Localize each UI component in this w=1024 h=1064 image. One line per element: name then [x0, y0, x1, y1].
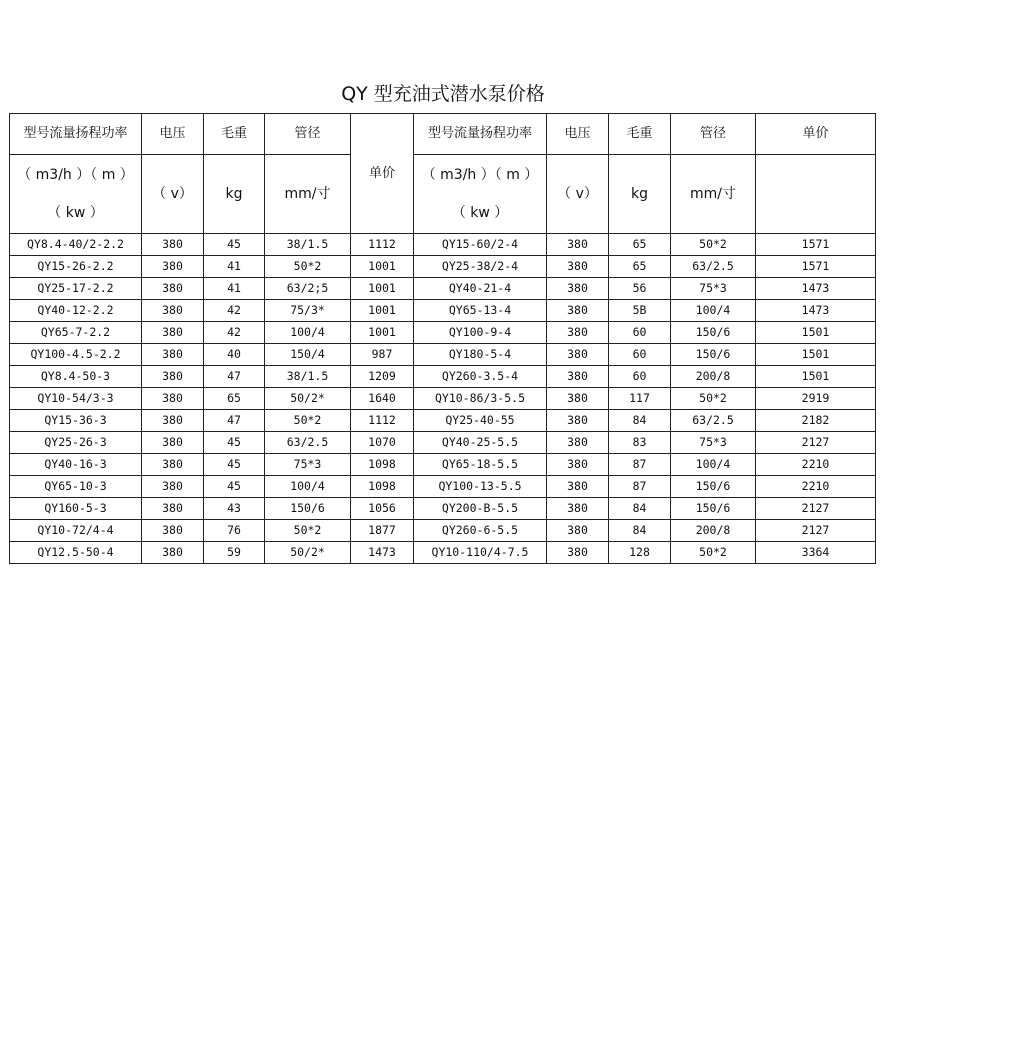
cell-pipe-2: 100/4: [671, 454, 756, 476]
cell-voltage-2: 380: [547, 234, 609, 256]
cell-voltage: 380: [142, 344, 204, 366]
cell-voltage-2: 380: [547, 322, 609, 344]
cell-model-2: QY25-38/2-4: [414, 256, 547, 278]
header-price-blank: [756, 155, 876, 234]
cell-voltage-2: 380: [547, 388, 609, 410]
cell-voltage-2: 380: [547, 454, 609, 476]
cell-weight-2: 84: [609, 410, 671, 432]
header-pipe-unit: mm/寸: [265, 155, 351, 234]
cell-model: QY15-26-2.2: [10, 256, 142, 278]
header-weight-unit: kg: [204, 155, 265, 234]
cell-model-2: QY40-25-5.5: [414, 432, 547, 454]
cell-model: QY10-72/4-4: [10, 520, 142, 542]
cell-voltage: 380: [142, 454, 204, 476]
cell-model-2: QY10-86/3-5.5: [414, 388, 547, 410]
cell-weight-2: 128: [609, 542, 671, 564]
cell-pipe-2: 50*2: [671, 542, 756, 564]
cell-weight-2: 84: [609, 520, 671, 542]
cell-voltage-2: 380: [547, 476, 609, 498]
cell-voltage-2: 380: [547, 498, 609, 520]
cell-model: QY40-16-3: [10, 454, 142, 476]
cell-pipe: 50/2*: [265, 388, 351, 410]
cell-weight: 45: [204, 234, 265, 256]
cell-model: QY65-7-2.2: [10, 322, 142, 344]
cell-price-2: 2127: [756, 520, 876, 542]
cell-price: 1640: [351, 388, 414, 410]
model-units-line1: （ m3/h ）（ m ）: [17, 167, 134, 183]
cell-model: QY15-36-3: [10, 410, 142, 432]
page-title: QY 型充油式潜水泵价格: [341, 83, 545, 105]
table-row: [10, 344, 876, 366]
cell-price-2: 3364: [756, 542, 876, 564]
header-voltage-unit: （ v）: [142, 155, 204, 234]
cell-pipe: 38/1.5: [265, 234, 351, 256]
cell-model: QY8.4-50-3: [10, 366, 142, 388]
cell-pipe: 100/4: [265, 476, 351, 498]
cell-weight: 42: [204, 300, 265, 322]
table-row: [10, 498, 876, 520]
cell-model: QY8.4-40/2-2.2: [10, 234, 142, 256]
cell-model: QY160-5-3: [10, 498, 142, 520]
cell-voltage-2: 380: [547, 300, 609, 322]
cell-pipe: 38/1.5: [265, 366, 351, 388]
cell-pipe-2: 150/6: [671, 344, 756, 366]
cell-pipe-2: 50*2: [671, 234, 756, 256]
cell-pipe: 50*2: [265, 410, 351, 432]
cell-weight: 43: [204, 498, 265, 520]
cell-price: 987: [351, 344, 414, 366]
cell-price-2: 2210: [756, 454, 876, 476]
cell-price: 1112: [351, 234, 414, 256]
cell-price-2: 2127: [756, 432, 876, 454]
cell-weight-2: 83: [609, 432, 671, 454]
cell-model-2: QY65-13-4: [414, 300, 547, 322]
model-units-line2: （ kw ）: [47, 205, 104, 221]
header-pipe-unit-2: mm/寸: [671, 155, 756, 234]
table-row: [10, 388, 876, 410]
cell-weight: 41: [204, 256, 265, 278]
header-voltage-unit-2: （ v）: [547, 155, 609, 234]
header-row-1: [10, 114, 876, 155]
cell-price-2: 1473: [756, 278, 876, 300]
header-pipe: 管径: [265, 114, 351, 155]
cell-pipe-2: 100/4: [671, 300, 756, 322]
cell-model-2: QY40-21-4: [414, 278, 547, 300]
cell-model-2: QY260-6-5.5: [414, 520, 547, 542]
cell-price: 1209: [351, 366, 414, 388]
table-row: [10, 542, 876, 564]
cell-voltage: 380: [142, 256, 204, 278]
cell-pipe: 63/2.5: [265, 432, 351, 454]
cell-weight: 59: [204, 542, 265, 564]
cell-price: 1877: [351, 520, 414, 542]
cell-voltage-2: 380: [547, 278, 609, 300]
cell-weight-2: 60: [609, 322, 671, 344]
price-table: [9, 113, 876, 564]
table-row: [10, 256, 876, 278]
cell-weight-2: 87: [609, 476, 671, 498]
cell-price: 1112: [351, 410, 414, 432]
table-row: [10, 432, 876, 454]
cell-pipe-2: 150/6: [671, 498, 756, 520]
header-model-units: [10, 155, 142, 234]
cell-model-2: QY65-18-5.5: [414, 454, 547, 476]
cell-price: 1070: [351, 432, 414, 454]
cell-voltage-2: 380: [547, 344, 609, 366]
cell-pipe: 50*2: [265, 256, 351, 278]
cell-model-2: QY260-3.5-4: [414, 366, 547, 388]
cell-price: 1001: [351, 256, 414, 278]
cell-price-2: 2127: [756, 498, 876, 520]
cell-voltage: 380: [142, 410, 204, 432]
cell-weight: 45: [204, 454, 265, 476]
cell-pipe-2: 200/8: [671, 366, 756, 388]
cell-pipe: 100/4: [265, 322, 351, 344]
cell-weight: 42: [204, 322, 265, 344]
cell-weight: 65: [204, 388, 265, 410]
table-row: [10, 476, 876, 498]
cell-pipe: 50*2: [265, 520, 351, 542]
cell-pipe-2: 50*2: [671, 388, 756, 410]
header-weight: 毛重: [204, 114, 265, 155]
cell-voltage: 380: [142, 366, 204, 388]
table-row: [10, 234, 876, 256]
header-model: 型号流量扬程功率: [10, 114, 142, 155]
cell-voltage-2: 380: [547, 256, 609, 278]
cell-voltage: 380: [142, 322, 204, 344]
cell-price-2: 1501: [756, 366, 876, 388]
cell-model: QY65-10-3: [10, 476, 142, 498]
table-row: [10, 410, 876, 432]
cell-weight-2: 84: [609, 498, 671, 520]
cell-model: QY40-12-2.2: [10, 300, 142, 322]
header-price: 单价: [351, 114, 414, 234]
cell-weight: 40: [204, 344, 265, 366]
cell-price-2: 1501: [756, 344, 876, 366]
cell-weight: 47: [204, 366, 265, 388]
cell-model: QY25-17-2.2: [10, 278, 142, 300]
table-row: [10, 520, 876, 542]
cell-model-2: QY100-9-4: [414, 322, 547, 344]
cell-pipe-2: 75*3: [671, 432, 756, 454]
cell-voltage: 380: [142, 432, 204, 454]
cell-price-2: 1501: [756, 322, 876, 344]
cell-pipe-2: 200/8: [671, 520, 756, 542]
header-voltage-2: 电压: [547, 114, 609, 155]
model-units-line1-2: （ m3/h ）（ m ）: [421, 167, 539, 183]
cell-weight: 76: [204, 520, 265, 542]
cell-voltage: 380: [142, 234, 204, 256]
cell-pipe-2: 150/6: [671, 476, 756, 498]
cell-price: 1473: [351, 542, 414, 564]
cell-price: 1056: [351, 498, 414, 520]
cell-pipe: 75/3*: [265, 300, 351, 322]
cell-model-2: QY200-B-5.5: [414, 498, 547, 520]
cell-voltage: 380: [142, 388, 204, 410]
cell-voltage: 380: [142, 476, 204, 498]
cell-model: QY12.5-50-4: [10, 542, 142, 564]
cell-pipe: 63/2;5: [265, 278, 351, 300]
table-row: [10, 454, 876, 476]
cell-price-2: 2210: [756, 476, 876, 498]
cell-pipe: 150/6: [265, 498, 351, 520]
cell-price-2: 2182: [756, 410, 876, 432]
cell-weight-2: 5B: [609, 300, 671, 322]
header-weight-unit-2: kg: [609, 155, 671, 234]
cell-weight-2: 87: [609, 454, 671, 476]
cell-voltage-2: 380: [547, 542, 609, 564]
cell-model-2: QY180-5-4: [414, 344, 547, 366]
cell-pipe: 150/4: [265, 344, 351, 366]
model-units-line2-2: （ kw ）: [451, 205, 509, 221]
cell-pipe-2: 150/6: [671, 322, 756, 344]
cell-pipe-2: 63/2.5: [671, 256, 756, 278]
cell-price: 1001: [351, 300, 414, 322]
cell-price: 1098: [351, 476, 414, 498]
cell-voltage-2: 380: [547, 366, 609, 388]
cell-weight: 47: [204, 410, 265, 432]
cell-model-2: QY25-40-55: [414, 410, 547, 432]
cell-model-2: QY10-110/4-7.5: [414, 542, 547, 564]
cell-weight-2: 60: [609, 344, 671, 366]
cell-voltage: 380: [142, 300, 204, 322]
header-model-units-2: [414, 155, 547, 234]
cell-model-2: QY100-13-5.5: [414, 476, 547, 498]
cell-pipe: 75*3: [265, 454, 351, 476]
cell-weight-2: 65: [609, 256, 671, 278]
cell-weight-2: 60: [609, 366, 671, 388]
cell-price-2: 1571: [756, 256, 876, 278]
cell-voltage: 380: [142, 278, 204, 300]
table-row: [10, 366, 876, 388]
cell-voltage-2: 380: [547, 432, 609, 454]
cell-model-2: QY15-60/2-4: [414, 234, 547, 256]
cell-weight-2: 56: [609, 278, 671, 300]
cell-voltage-2: 380: [547, 410, 609, 432]
header-model-2: 型号流量扬程功率: [414, 114, 547, 155]
table-row: [10, 322, 876, 344]
cell-weight: 41: [204, 278, 265, 300]
cell-pipe: 50/2*: [265, 542, 351, 564]
cell-weight-2: 117: [609, 388, 671, 410]
cell-weight-2: 65: [609, 234, 671, 256]
header-voltage: 电压: [142, 114, 204, 155]
table-row: [10, 278, 876, 300]
header-pipe-2: 管径: [671, 114, 756, 155]
cell-model: QY10-54/3-3: [10, 388, 142, 410]
cell-voltage-2: 380: [547, 520, 609, 542]
header-weight-2: 毛重: [609, 114, 671, 155]
cell-price: 1001: [351, 322, 414, 344]
cell-pipe-2: 63/2.5: [671, 410, 756, 432]
cell-price: 1001: [351, 278, 414, 300]
cell-pipe-2: 75*3: [671, 278, 756, 300]
cell-price-2: 2919: [756, 388, 876, 410]
cell-price-2: 1473: [756, 300, 876, 322]
cell-price: 1098: [351, 454, 414, 476]
cell-weight: 45: [204, 476, 265, 498]
cell-voltage: 380: [142, 520, 204, 542]
header-price-2: 单价: [756, 114, 876, 155]
table-row: [10, 300, 876, 322]
cell-model: QY100-4.5-2.2: [10, 344, 142, 366]
cell-price-2: 1571: [756, 234, 876, 256]
cell-weight: 45: [204, 432, 265, 454]
cell-voltage: 380: [142, 542, 204, 564]
header-row-2: [10, 155, 876, 234]
cell-model: QY25-26-3: [10, 432, 142, 454]
cell-voltage: 380: [142, 498, 204, 520]
